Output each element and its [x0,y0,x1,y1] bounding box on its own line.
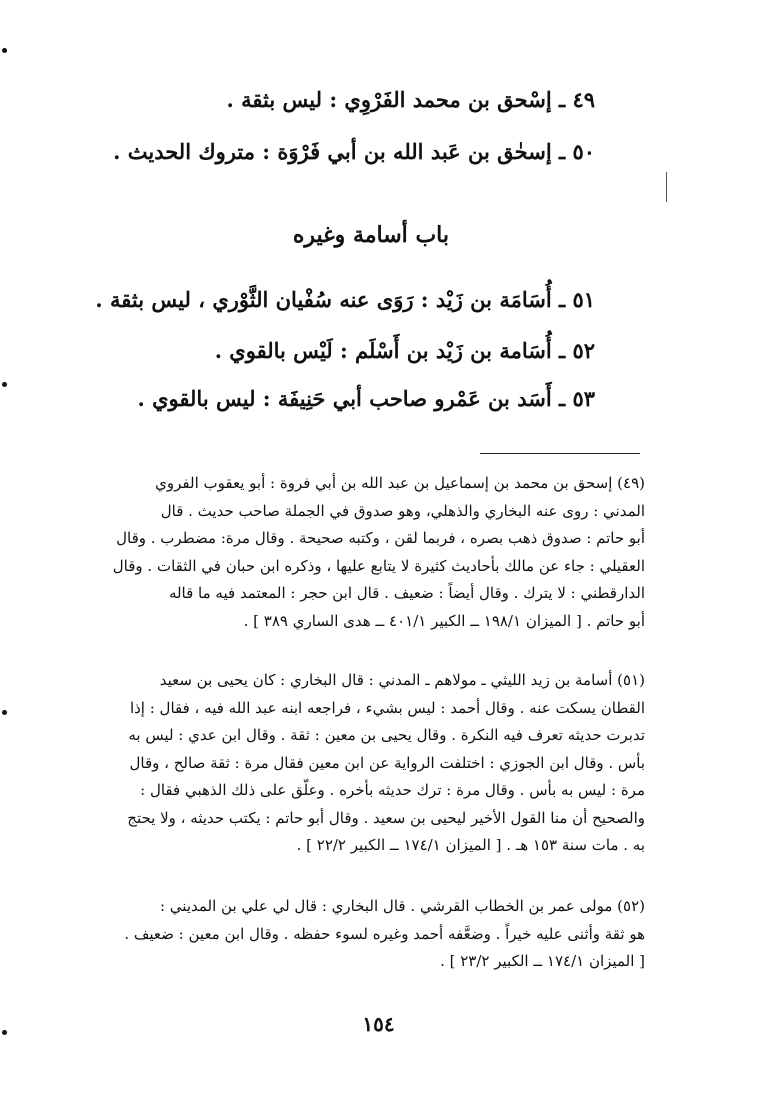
margin-dot [2,710,7,715]
footnote-line: المدني : روى عنه البخاري والذهلي، وهو صدوق في الجملة صاحب حديث . قال [160,501,645,520]
section-heading: باب أسامة وغيره [292,222,449,248]
footnote-line: القطان يسكت عنه . وقال أحمد : ليس بشيء ، فراجعه ابنه عبد الله فيه ، فقال : إذا [129,698,645,717]
footnote-52 [105,893,645,976]
entry-53: ٥٣ ـ أَسَد بن عَمْرو صاحب أبي حَنِيفَة : ليس بالقوي . [137,386,595,411]
entry-50: ٥٠ ـ إسحٰق بن عَبد الله بن أبي فَرْوَة : متروك الحديث . [113,139,595,164]
footnote-line: مرة : ليس به بأس . وقال مرة : ترك حديثه بأخره . وعلّق على ذلك الذهبي فقال : [140,781,645,799]
footnote-line: به . مات سنة ١٥٣ هـ . [ الميزان ١٧٤/١ ــ الكبير ٢٢/٢ ] . [296,836,645,854]
footnote-line: العقيلي : جاء عن مالك بأحاديث كثيرة لا يتابع عليها ، وذكره ابن حبان في الثقات . وقال [112,556,645,575]
entry-49: ٤٩ ـ إسْحق بن محمد الفَرْوِي : ليس بثقة . [226,87,595,112]
footnote-line: الدارقطني : لا يترك . وقال أيضاً : ضعيف . قال ابن حجر : المعتمد فيه ما قاله [168,584,645,602]
footnote-line: تدبرت حديثه تعرف فيه النكرة . وقال يحيى بن معين : ثقة . وقال ابن عدي : ليس به [128,726,645,744]
margin-tick [666,172,667,202]
footnote-line: أبو حاتم . [ الميزان ١٩٨/١ ــ الكبير ٤٠١/١ ــ هدى الساري ٣٨٩ ] . [243,611,645,630]
margin-dot [2,382,7,387]
entry-51: ٥١ ـ أُسَامَة بن زَيْد : رَوَى عنه سُفْيان الثَّوْري ، ليس بثقة . [95,287,595,312]
footnote-line: [ الميزان ١٧٤/١ ــ الكبير ٢٣/٢ ] . [440,952,645,970]
entry-52: ٥٢ ـ أُسَامة بن زَيْد بن أَسْلَم : لَيْس بالقوي . [214,338,595,363]
footnote-49 [105,470,645,635]
margin-dot [2,48,7,53]
footnote-line: أبو حاتم : صدوق ذهب بصره ، فربما لقن ، وكتبه صحيحة . وقال مرة: مضطرب . وقال [116,529,645,547]
footnote-separator [480,453,640,454]
footnote-line: (٥٢) مولى عمر بن الخطاب القرشي . قال البخاري : قال لي علي بن المديني : [159,897,645,915]
footnote-line: (٥١) أسامة بن زيد الليثي ـ مولاهم ـ المدني : قال البخاري : كان يحيى بن سعيد [159,671,645,689]
footnote-line: (٤٩) إسحق بن محمد بن إسماعيل بن عبد الله بن أبي فروة : أبو يعقوب الفروي [155,474,645,492]
footnote-line: بأس . وقال ابن الجوزي : اختلفت الرواية عن ابن معين فقال مرة : ثقة صالح ، وقال [129,753,645,772]
footnote-line: والصحيح أن منا القول الأخير ليحيى بن سعيد . وقال أبو حاتم : يكتب حديثه ، ولا يحتج [127,808,645,827]
footnote-51 [105,667,645,860]
page-number: ١٥٤ [362,1012,395,1036]
footnote-line: هو ثقة وأثنى عليه خيراً . وضعَّفه أحمد وغيره لسوء حفظه . وقال ابن معين : ضعيف . [124,924,645,943]
